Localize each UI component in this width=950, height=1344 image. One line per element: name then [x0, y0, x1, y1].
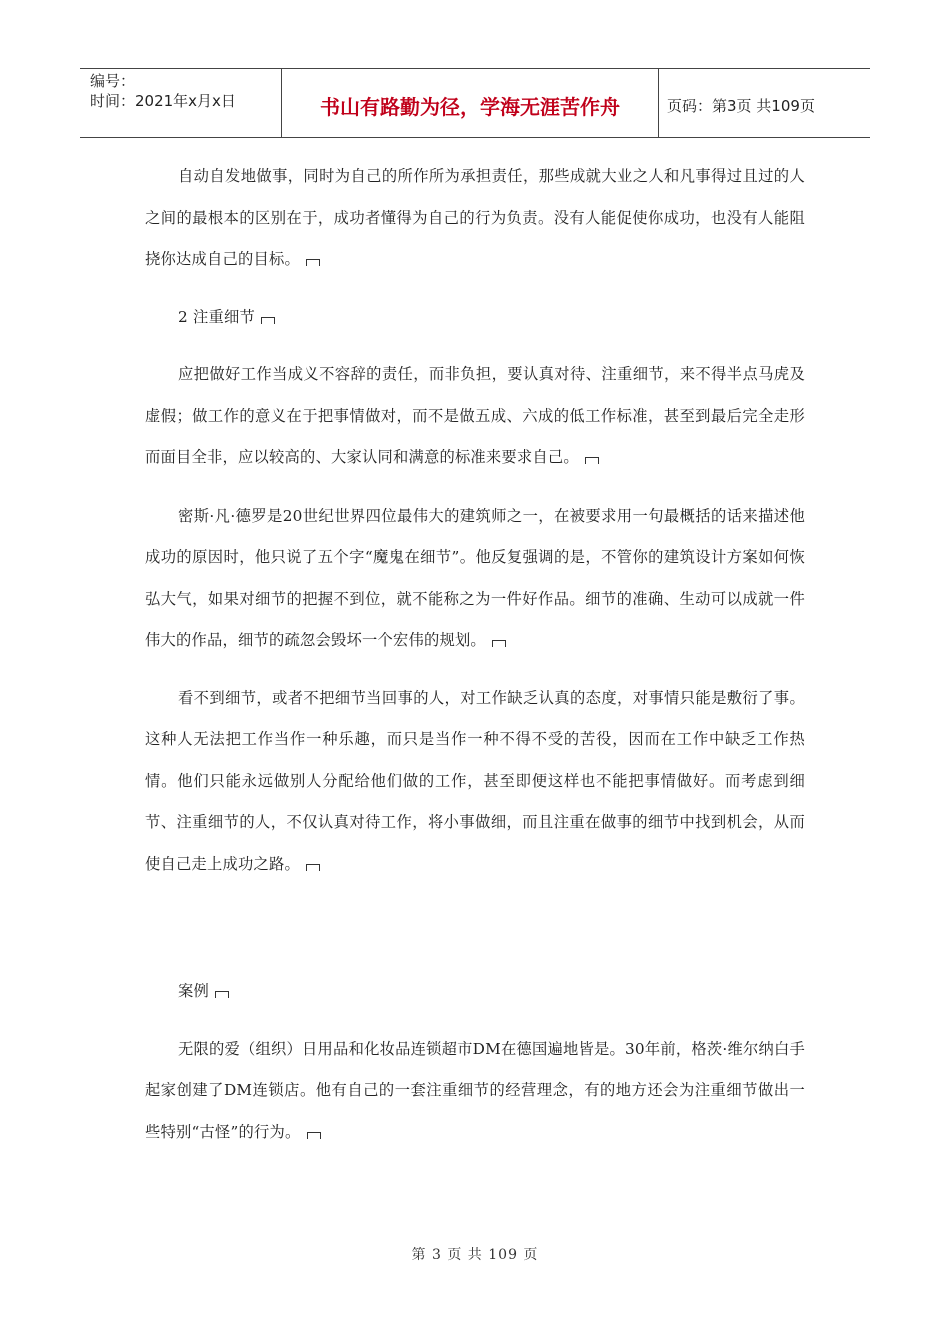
body-paragraph: 自动自发地做事，同时为自己的所作所为承担责任，那些成就大业之人和凡事得过且过的人之间的最根本的区别在于，成功者懂得为自己的行为负责。没有人能促使你成功，也没有人能阻挠你达成自己的目标。 [145, 167, 805, 268]
paragraph-mark-icon [585, 457, 599, 464]
body-paragraph: 应把做好工作当成义不容辞的责任，而非负担，要认真对待、注重细节，来不得半点马虎及虚假；做工作的意义在于把事情做对，而不是做五成、六成的低工作标准，甚至到最后完全走形而面目全非，应以较高的、大家认同和满意的标准来要求自己。 [145, 365, 805, 466]
paragraph-mark-icon [307, 1132, 321, 1139]
case-heading: 案例 [145, 971, 805, 1013]
header-page-number: 页码：第3页 共109页 [667, 96, 815, 115]
body-paragraph: 密斯·凡·德罗是20世纪世界四位最伟大的建筑师之一，在被要求用一句最概括的话来描述他成功的原因时，他只说了五个字“魔鬼在细节”。他反复强调的是，不管你的建筑设计方案如何恢弘大气，如果对细节的把握不到位，就不能称之为一件好作品。细节的准确、生动可以成就一件伟大的作品，细节的疏忽会毁坏一个宏伟的规划。 [145, 506, 805, 649]
section-heading: 2 注重细节 [145, 297, 805, 339]
paragraph-mark-icon [306, 259, 320, 266]
paragraph-mark-icon [261, 317, 275, 324]
page-footer: 第 3 页 共 109 页 [411, 1247, 539, 1263]
document-body [145, 156, 805, 1153]
document-number-label: 编号： [90, 72, 136, 90]
body-paragraph: 无限的爱（组织）日用品和化妆品连锁超市DM在德国遍地皆是。30年前，格茨·维尔纳白手起家创建了DM连锁店。他有自己的一套注重细节的经营理念，有的地方还会为注重细节做出一些特别“古怪”的行为。 [145, 1039, 805, 1141]
document-header [80, 68, 870, 138]
paragraph-mark-icon [215, 991, 229, 998]
body-paragraph: 看不到细节，或者不把细节当回事的人，对工作缺乏认真的态度，对事情只能是敷衍了事。这种人无法把工作当作一种乐趣，而只是当作一种不得不受的苦役，因而在工作中缺乏工作热情。他们只能永远做别人分配给他们做的工作，甚至即便这样也不能把事情做好。而考虑到细节、注重细节的人，不仅认真对待工作，将小事做细，而且注重在做事的细节中找到机会，从而使自己走上成功之路。 [145, 688, 805, 873]
document-date-label: 时间：2021年x月x日 [90, 92, 236, 110]
paragraph-mark-icon [492, 640, 506, 647]
header-meta [80, 69, 282, 137]
header-motto: 书山有路勤为径，学海无涯苦作舟 [282, 69, 659, 137]
paragraph-mark-icon [306, 864, 320, 871]
